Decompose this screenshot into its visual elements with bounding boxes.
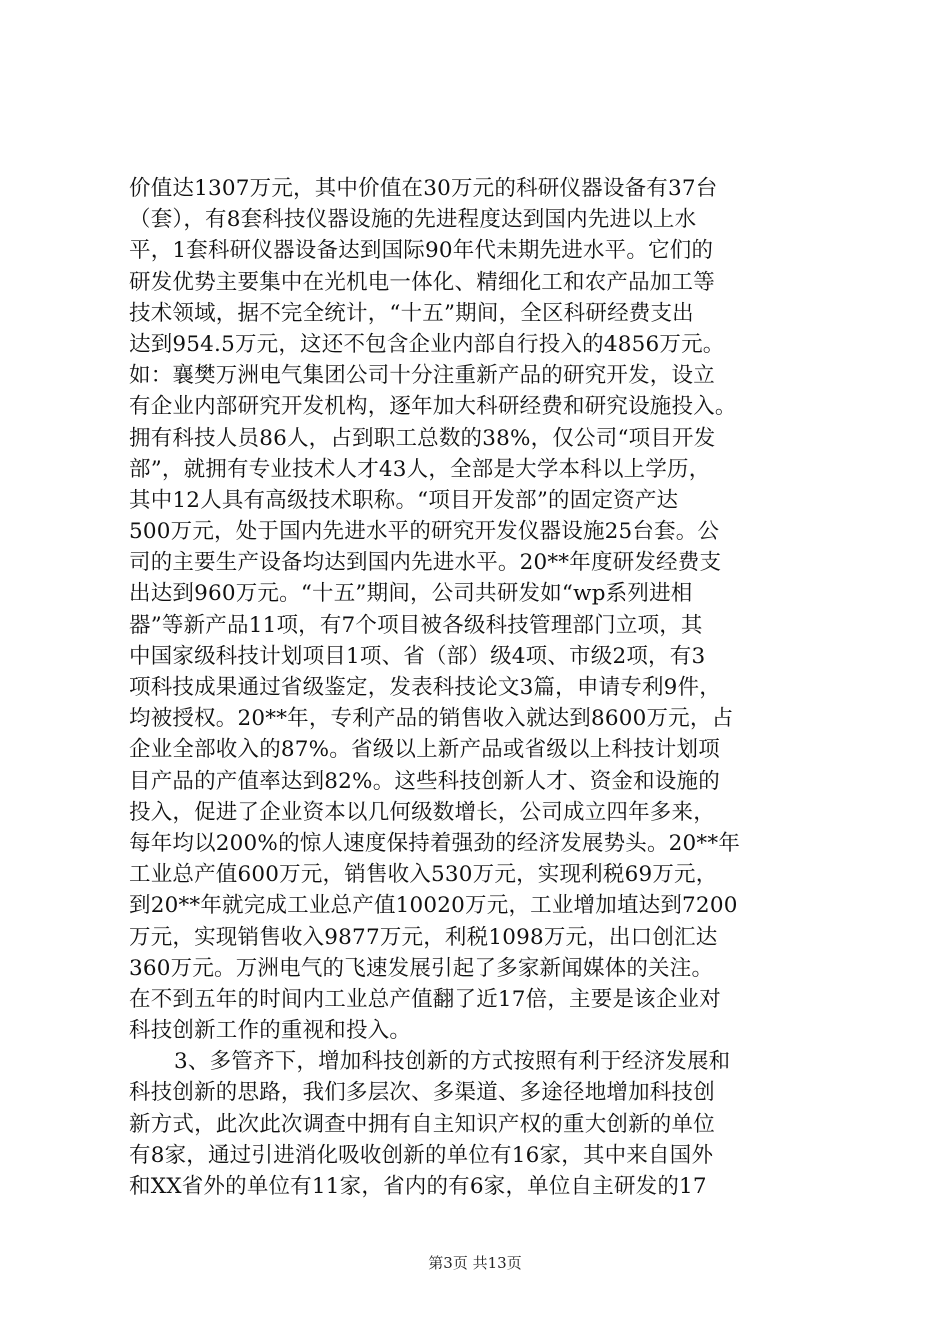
text-line: 研发优势主要集中在光机电一体化、精细化工和农产品加工等: [129, 269, 715, 295]
text-line: 均被授权。20**年，专利产品的销售收入就达到8600万元，占: [129, 706, 734, 732]
page-footer: [0, 1253, 950, 1273]
text-line: 新方式，此次此次调查中拥有自主知识产权的重大创新的单位: [129, 1111, 715, 1137]
page-number: 第3页 共13页: [428, 1254, 522, 1272]
text-line: 每年均以200%的惊人速度保持着强劲的经济发展势头。20**年: [129, 830, 741, 856]
text-line: 技术领域，据不完全统计，“十五”期间，全区科研经费支出: [129, 300, 694, 326]
text-line: 有8家，通过引进消化吸收创新的单位有16家，其中来自国外: [129, 1142, 714, 1168]
text-line: 平，1套科研仪器设备达到国际90年代未期先进水平。它们的: [129, 238, 714, 264]
text-line: 到20**年就完成工业总产值10020万元，工业增加埴达到7200: [129, 893, 738, 919]
text-line: （套），有8套科技仪器设施的先进程度达到国内先进以上水: [129, 207, 697, 233]
text-line: 达到954.5万元，这还不包含企业内部自行投入的4856万元。: [129, 331, 725, 357]
text-line: 万元，实现销售收入9877万元，利税1098万元，出口创汇达: [129, 924, 718, 950]
text-line: 司的主要生产设备均达到国内先进水平。20**年度研发经费支: [129, 550, 722, 576]
text-line: 器”等新产品11项，有7个项目被各级科技管理部门立项，其: [129, 612, 703, 638]
text-line: 项科技成果通过省级鉴定，发表科技论文3篇，申请专利9件，: [129, 675, 721, 700]
text-line: 出达到960万元。“十五”期间，公司共研发如“wp系列进相: [129, 581, 693, 607]
text-line: 科技创新工作的重视和投入。: [129, 1018, 412, 1044]
text-line: 500万元，处于国内先进水平的研究开发仪器设施25台套。公: [129, 519, 720, 545]
text-line: 有企业内部研究开发机构，逐年加大科研经费和研究设施投入。: [129, 394, 737, 420]
text-line: 投入，促进了企业资本以几何级数增长，公司成立四年多来，: [129, 799, 715, 825]
text-line: 部”，就拥有专业技术人才43人，全部是大学本科以上学历，: [129, 456, 711, 482]
text-line: 拥有科技人员86人，占到职工总数的38%，仅公司“项目开发: [129, 425, 716, 451]
text-line: 价值达1307万元，其中价值在30万元的科研仪器设备有37台: [129, 176, 718, 201]
text-line: 工业总产值600万元，销售收入530万元，实现利税69万元，: [129, 862, 718, 888]
paragraph-start-line: 3、多管齐下，增加科技创新的方式按照有利于经济发展和: [174, 1049, 731, 1075]
text-line: 在不到五年的时间内工业总产值翻了近17倍，主要是该企业对: [129, 986, 721, 1012]
text-line: 360万元。万洲电气的飞速发展引起了多家新闻媒体的关注。: [129, 955, 714, 981]
text-line: 目产品的产值率达到82%。这些科技创新人才、资金和设施的: [129, 768, 720, 794]
text-line: 中国家级科技计划项目1项、省（部）级4项、市级2项，有3: [129, 643, 706, 669]
text-line: 和XX省外的单位有11家，省内的有6家，单位自主研发的17: [129, 1174, 707, 1199]
text-line: 其中12人具有高级技术职称。“项目开发部”的固定资产达: [129, 487, 679, 513]
text-line: 企业全部收入的87%。省级以上新产品或省级以上科技计划项: [129, 737, 720, 763]
text-line: 如：襄樊万洲电气集团公司十分注重新产品的研究开发，设立: [129, 363, 715, 389]
text-line: 科技创新的思路，我们多层次、多渠道、多途径地增加科技创: [129, 1080, 715, 1106]
body-text: [129, 173, 829, 1202]
